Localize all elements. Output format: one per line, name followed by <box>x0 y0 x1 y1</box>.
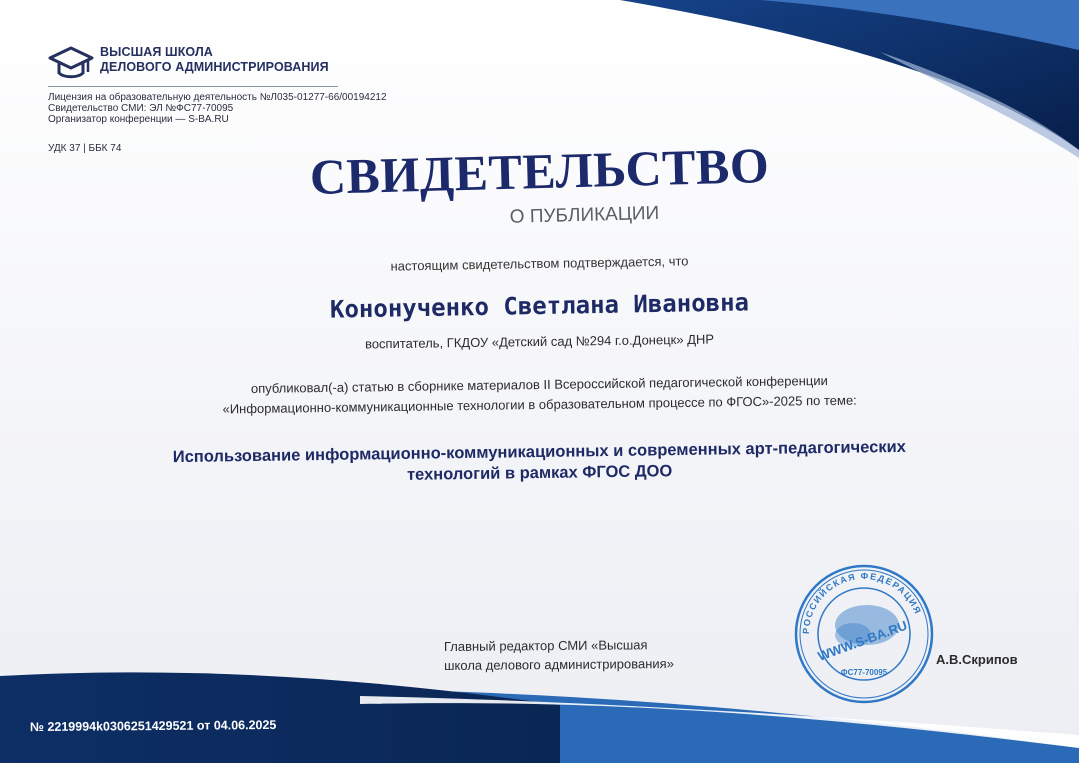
bottom-swoosh-navy <box>0 672 560 763</box>
document-subtitle: О ПУБЛИКАЦИИ <box>509 202 660 228</box>
media-certificate-text: Свидетельство СМИ: ЭЛ №ФС77-70095 <box>48 103 234 114</box>
editor-role <box>444 635 674 675</box>
logo <box>48 44 94 89</box>
article-title-line2: технологий в рамках ФГОС ДОО <box>406 462 673 484</box>
publication-line1: опубликовал(-а) статью в сборнике материалов II Всероссийской педагогической конференции <box>250 372 828 397</box>
certificate-number: № 2219994k0306251429521 от 04.06.2025 <box>29 717 277 735</box>
legal-info <box>48 92 387 125</box>
article-title-line1: Использование информационно-коммуникационных и современных арт-педагогических <box>172 437 907 467</box>
editor-role-line2: школа делового администрирования» <box>444 655 674 674</box>
seal-registration: ФС77-70095 <box>840 668 888 677</box>
publication-line2: «Информационно-коммуникационные технологии в образовательном процессе по ФГОС»-2025 по теме: <box>222 392 857 417</box>
recipient-position: воспитатель, ГКДОУ «Детский сад №294 г.о.Донецк» ДНР <box>364 331 715 352</box>
document-title: СВИДЕТЕЛЬСТВО <box>309 136 770 206</box>
graduation-cap-icon <box>48 44 94 84</box>
seal-website: WWW.S-BA.RU <box>815 617 910 664</box>
official-seal <box>793 563 935 705</box>
organizer-text: Организатор конференции — S-BA.RU <box>48 114 229 125</box>
seal-ring-text: РОССИЙСКАЯ ФЕДЕРАЦИЯ <box>800 570 924 635</box>
confirm-text: настоящим свидетельством подтверждается, что <box>390 253 689 274</box>
udk-text: УДК 37 | ББК 74 <box>48 143 122 154</box>
recipient-name: Кононученко Светлана Ивановна <box>329 288 750 324</box>
organization-name-line2: ДЕЛОВОГО АДМИНИСТРИРОВАНИЯ <box>100 60 329 74</box>
header-divider <box>48 86 338 87</box>
organization-name <box>100 45 329 75</box>
editor-role-line1: Главный редактор СМИ «Высшая <box>443 637 648 655</box>
license-text: Лицензия на образовательную деятельность №Л035-01277-66/00194212 <box>48 92 387 103</box>
organization-name-line1: ВЫСШАЯ ШКОЛА <box>100 45 213 59</box>
signer-name: А.В.Скрипов <box>936 652 1018 667</box>
